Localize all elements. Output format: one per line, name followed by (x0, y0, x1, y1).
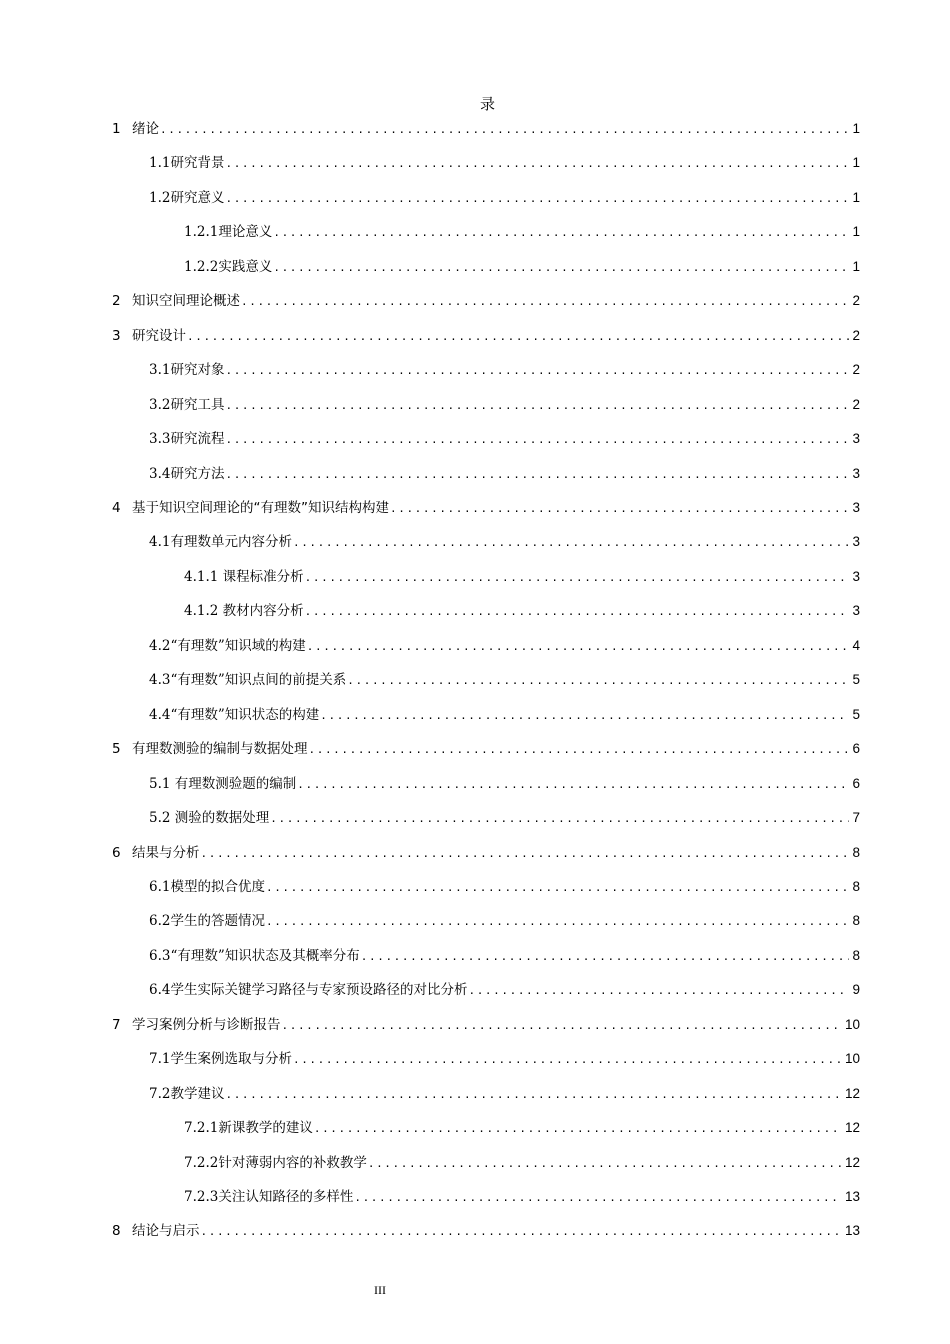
toc-entry[interactable] (149, 360, 860, 380)
toc-entry-number: 4.3 (149, 672, 171, 689)
toc-entry-page: 2 (852, 327, 860, 343)
toc-entry[interactable] (112, 843, 860, 863)
toc-entry-title: 课程标准分析 (218, 568, 304, 585)
dot-leader (347, 671, 849, 691)
toc-entry[interactable] (149, 774, 860, 794)
toc-entry-page: 8 (852, 844, 860, 860)
toc-entry[interactable] (149, 946, 860, 966)
toc-entry-page: 1 (852, 224, 860, 240)
toc-entry[interactable] (149, 911, 860, 931)
toc-entry[interactable] (149, 464, 860, 484)
toc-entry[interactable] (184, 567, 860, 587)
toc-entry-title: 关注认知路径的多样性 (218, 1189, 354, 1205)
dot-leader (354, 1188, 842, 1208)
dot-leader (266, 878, 850, 898)
toc-entry[interactable] (112, 291, 860, 311)
dot-leader (225, 154, 849, 174)
dot-leader (293, 1050, 842, 1070)
toc-entry-number: 1 (112, 121, 121, 137)
dot-leader (270, 809, 849, 829)
toc-entry-title: 学生的答题情况 (170, 913, 265, 930)
toc-entry[interactable] (149, 636, 860, 656)
toc-entry-number: 7.1 (149, 1051, 171, 1068)
toc-entry-page: 2 (852, 362, 860, 378)
dot-leader (361, 947, 850, 967)
toc-entry-number: 7.2.1 (184, 1120, 219, 1137)
toc-entry-number: 6.4 (149, 982, 171, 999)
toc-entry-number: 8 (112, 1223, 121, 1240)
toc-entry-title: 研究设计 (132, 327, 186, 344)
toc-entry-number: 6.3 (149, 947, 171, 964)
toc-entry-title: 教学建议 (170, 1085, 225, 1102)
dot-leader (187, 327, 849, 347)
toc-entry-number: 2 (112, 293, 121, 310)
toc-entry[interactable] (112, 119, 860, 139)
toc-entry-page: 6 (852, 741, 860, 757)
toc-entry-number: 4.1.1 (184, 568, 219, 585)
toc-entry-title: “有理数”知识点间的前提关系 (170, 672, 347, 689)
toc-entry[interactable] (149, 980, 860, 1000)
toc-entry-title: “有理数”知识域的构建 (170, 637, 306, 654)
dot-leader (225, 189, 849, 209)
toc-entry-page: 3 (852, 500, 860, 515)
toc-entry-number: 7 (112, 1016, 121, 1033)
toc-entry-page: 3 (852, 465, 860, 481)
toc-entry[interactable] (112, 498, 860, 518)
toc-entry-page: 3 (852, 568, 860, 584)
toc-entry-page: 4 (852, 637, 860, 653)
toc-entry-number: 5 (112, 741, 121, 758)
toc-entry[interactable] (112, 1015, 860, 1035)
toc-entry[interactable] (149, 153, 860, 173)
toc-entry-number: 1.2.1 (184, 224, 219, 241)
toc-entry[interactable] (149, 188, 860, 208)
toc-entry-number: 6 (112, 844, 121, 861)
toc-entry-page: 13 (844, 1189, 860, 1204)
dot-leader (225, 430, 849, 450)
toc-entry-title: 针对薄弱内容的补救教学 (218, 1154, 367, 1171)
toc-entry-number: 7.2.3 (184, 1189, 219, 1205)
dot-leader (225, 465, 849, 485)
toc-entry-page: 10 (844, 1051, 860, 1067)
dot-leader (201, 844, 850, 864)
toc-entry[interactable] (112, 739, 860, 759)
dot-leader (297, 775, 849, 795)
toc-entry-number: 3 (112, 327, 121, 344)
toc-entry-page: 13 (844, 1223, 860, 1239)
toc-entry-number: 3.2 (149, 396, 171, 413)
toc-entry[interactable] (149, 1049, 860, 1069)
toc-entry-page: 1 (852, 258, 860, 274)
toc-entry-page: 12 (844, 1085, 860, 1101)
dot-leader (320, 706, 849, 726)
toc-entry-page: 3 (852, 534, 860, 550)
toc-entry-page: 6 (852, 775, 860, 791)
toc-entry-title: 有理数单元内容分析 (170, 534, 292, 551)
toc-entry[interactable] (184, 1187, 860, 1207)
dot-leader (266, 912, 850, 932)
toc-entry-page: 1 (852, 189, 860, 205)
toc-heading: 录 (479, 95, 495, 113)
dot-leader (307, 637, 850, 657)
toc-entry-title: 模型的拟合优度 (170, 878, 265, 895)
toc-entry-number: 4 (112, 500, 121, 516)
toc-entry-title: 教材内容分析 (218, 603, 304, 620)
toc-entry-title: 研究对象 (170, 362, 225, 379)
toc-entry-page: 5 (852, 672, 860, 688)
toc-entry[interactable] (184, 601, 860, 621)
dot-leader (309, 740, 850, 760)
dot-leader (282, 1016, 842, 1036)
toc-entry-page: 2 (852, 293, 860, 309)
footer-page-number: III (374, 1283, 386, 1297)
toc-entry-number: 6.2 (149, 913, 171, 930)
toc-entry-title: 基于知识空间理论的“有理数”知识结构构建 (132, 500, 389, 516)
toc-entry-title: 研究方法 (170, 465, 225, 482)
dot-leader (273, 258, 849, 278)
toc-entry-number: 1.2.2 (184, 258, 219, 275)
dot-leader (305, 602, 850, 622)
toc-entry[interactable] (184, 222, 860, 242)
toc-entry-number: 7.2 (149, 1085, 171, 1102)
toc-entry-number: 1.2 (149, 189, 171, 206)
dot-leader (305, 568, 850, 588)
toc-entry-title: 学生实际关键学习路径与专家预设路径的对比分析 (170, 982, 468, 999)
dot-leader (225, 1085, 841, 1105)
toc-entry[interactable] (149, 808, 860, 828)
toc-entry-title: 研究流程 (170, 431, 225, 448)
toc-entry[interactable] (184, 257, 860, 277)
toc-entry-title: 有理数测验的编制与数据处理 (132, 741, 308, 758)
toc-entry-title: 测验的数据处理 (170, 810, 270, 826)
toc-entry-number: 4.1 (149, 534, 171, 551)
toc-entry-title: 研究意义 (170, 189, 225, 206)
toc-entry-title: “有理数”知识状态及其概率分布 (170, 947, 360, 964)
toc-entry[interactable] (149, 1084, 860, 1104)
dot-leader (368, 1154, 842, 1174)
dot-leader (293, 533, 850, 553)
dot-leader (225, 396, 849, 416)
dot-leader (225, 361, 849, 381)
toc-entry-title: 结论与启示 (132, 1223, 200, 1240)
toc-entry-title: 研究背景 (170, 155, 225, 172)
toc-entry-page: 8 (852, 913, 860, 929)
toc-entry-page: 3 (852, 603, 860, 619)
dot-leader (314, 1119, 842, 1139)
toc-entry-page: 9 (852, 982, 860, 998)
dot-leader (201, 1222, 842, 1242)
toc-entry-number: 5.1 (149, 775, 171, 792)
toc-entry[interactable] (149, 670, 860, 690)
toc-entry[interactable] (184, 1118, 860, 1138)
dot-leader (390, 499, 849, 519)
toc-entry-title: 理论意义 (218, 224, 273, 241)
toc-entry-page: 1 (852, 155, 860, 171)
toc-entry-title: 有理数测验题的编制 (170, 775, 297, 792)
toc-entry-number: 1.1 (149, 155, 171, 172)
toc-entry-number: 4.1.2 (184, 603, 219, 620)
toc-entry[interactable] (149, 532, 860, 552)
toc-entry-page: 3 (852, 431, 860, 447)
toc-entry-number: 3.1 (149, 362, 171, 379)
toc-entry-page: 8 (852, 878, 860, 894)
toc-entry-page: 7 (852, 810, 860, 825)
toc-entry[interactable] (149, 429, 860, 449)
toc-entry-page: 2 (852, 396, 860, 412)
toc-entry[interactable] (149, 395, 860, 415)
toc-entry-title: 研究工具 (170, 396, 225, 413)
dot-leader (273, 223, 849, 243)
toc-entry-number: 4.4 (149, 706, 171, 723)
toc-entry-page: 1 (852, 121, 860, 136)
toc-entry-title: 实践意义 (218, 258, 273, 275)
toc-entry[interactable] (184, 1153, 860, 1173)
toc-entry-title: 结果与分析 (132, 844, 200, 861)
toc-entry-title: 学习案例分析与诊断报告 (132, 1016, 281, 1033)
toc-entry-title: 绪论 (132, 121, 159, 137)
toc-entry-number: 5.2 (149, 810, 171, 826)
dot-leader (160, 120, 849, 140)
toc-entry-title: “有理数”知识状态的构建 (170, 706, 320, 723)
toc-entry[interactable] (112, 1221, 860, 1241)
toc-entry-page: 12 (844, 1120, 860, 1136)
toc-entry-title: 知识空间理论概述 (132, 293, 240, 310)
toc-entry[interactable] (149, 705, 860, 725)
toc-entry-page: 10 (844, 1016, 860, 1032)
toc-entry-page: 5 (852, 706, 860, 722)
dot-leader (241, 292, 849, 312)
toc-entry-page: 12 (844, 1154, 860, 1170)
dot-leader (468, 981, 849, 1001)
toc-entry-title: 新课教学的建议 (218, 1120, 313, 1137)
toc-entry-number: 3.3 (149, 431, 171, 448)
toc-entry-number: 3.4 (149, 465, 171, 482)
toc-entry-number: 4.2 (149, 637, 171, 654)
toc-entry-number: 6.1 (149, 878, 171, 895)
toc-entry[interactable] (112, 326, 860, 346)
toc-entry-title: 学生案例选取与分析 (170, 1051, 292, 1068)
toc-entry-number: 7.2.2 (184, 1154, 219, 1171)
toc-entry-page: 8 (852, 947, 860, 963)
toc-entry[interactable] (149, 877, 860, 897)
